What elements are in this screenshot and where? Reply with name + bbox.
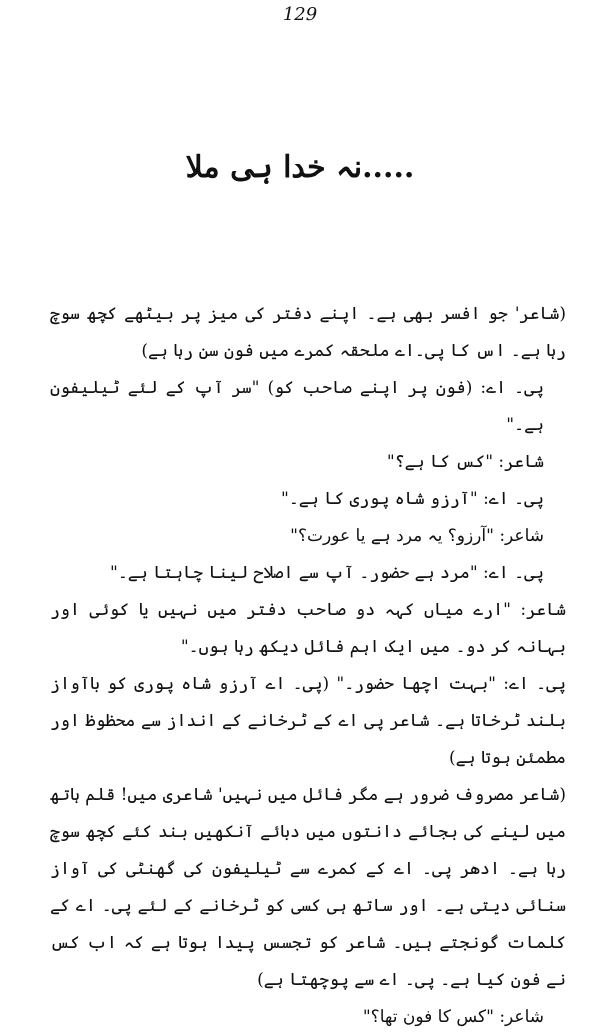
dialogue-line: پی۔ اے: "مرد ہے حضور۔ آپ سے اصلاح لینا چاہتا ہے۔" [110,563,544,583]
dialogue-line: شاعر: "آرزو؟ یہ مرد ہے یا عورت؟" [290,526,544,546]
paragraph-stage-direction: (شاعر مصروف ضرور ہے مگر فائل میں نہیں' شاعری میں! قلم ہاتھ میں لینے کی بجائے دانتوں میں دبائے آنکھیں بند کئے کچھ سوچ رہا ہے۔ ادھر پی۔ اے کے کمرے سے ٹیلیفون کی گھنٹی کی آواز سنائی دیتی ہے۔ اور ساتھ ہی کسی کو ٹرخانے کے لئے پی۔ اے کے کلمات گونجتے ہیں۔ شاعر کو تجسس پیدا ہوتا ہے کہ اب کس نے فون کیا ہے۔ پی۔ اے سے پوچھتا ہے) [50,785,566,990]
dialogue-line: شاعر: "ارے میاں کہہ دو صاحب دفتر میں نہیں یا کوئی اور بہانہ کر دو۔ میں ایک اہم فائل دیکھ رہا ہوں۔" [50,600,566,657]
dialogue-line: شاعر: "کس کا فون تھا؟" [362,1007,544,1027]
dialogue-line: شاعر: "کس کا ہے؟" [386,452,544,472]
dialogue-line: پی۔ اے: (فون پر اپنے صاحب کو) "سر آپ کے لئے ٹیلیفون ہے۔" [50,378,544,435]
dialogue-line: پی۔ اے: "آرزو شاہ پوری کا ہے۔" [281,489,544,509]
paragraph-stage-direction: (شاعر' جو افسر بھی ہے۔ اپنے دفتر کی میز پر بیٹھے کچھ سوچ رہا ہے۔ اس کا پی۔اے ملحقہ کمرے میں فون سن رہا ہے) [50,304,566,361]
body-text [50,296,566,1036]
chapter-title: نہ خدا ہی ملا..... [185,150,415,185]
dialogue-line: پی۔ اے: "بہت اچھا حضور۔" (پی۔ اے آرزو شاہ پوری کو باآواز بلند ٹرخاتا ہے۔ شاعر پی اے کے ٹرخانے کے انداز سے محظوظ اور مطمئن ہوتا ہے) [50,674,566,768]
page-number: 129 [282,4,318,25]
